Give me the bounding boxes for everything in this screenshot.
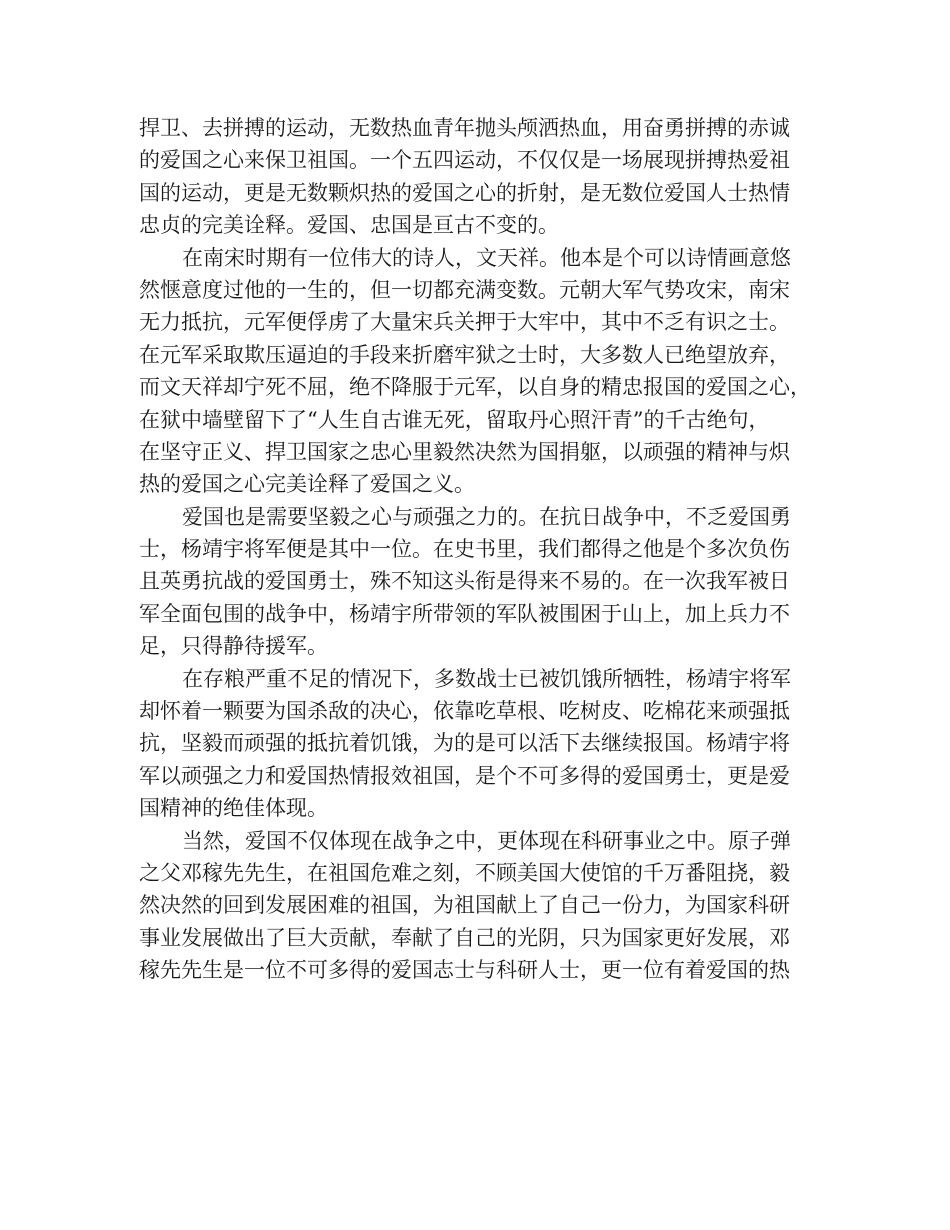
- text-line: 在元军采取欺压逼迫的手段来折磨牢狱之士时，大多数人已绝望放弃，: [139, 342, 790, 367]
- paragraph: [139, 242, 839, 501]
- text-line: 却怀着一颗要为国杀敌的决心，依靠吃草根、吃树皮、吃棉花来顽强抵: [139, 699, 790, 724]
- text-line: 的爱国之心来保卫祖国。一个五四运动，不仅仅是一场展现拼搏热爱祖: [139, 148, 790, 173]
- text-line: 军全面包围的战争中，杨靖宇所带领的军队被围困于山上，加上兵力不: [139, 601, 790, 626]
- text-line: 抗，坚毅而顽强的抵抗着饥饿，为的是可以活下去继续报国。杨靖宇将: [139, 731, 790, 756]
- paragraph: [139, 663, 839, 825]
- text-line: 爱国也是需要坚毅之心与顽强之力的。在抗日战争中，不乏爱国勇: [182, 504, 791, 529]
- text-line: 国精神的绝佳体现。: [139, 796, 328, 821]
- text-line: 在狱中墙壁留下了“人生自古谁无死，留取丹心照汗青”的千古绝句，: [139, 407, 770, 432]
- paragraph: [139, 825, 839, 987]
- text-line: 国的运动，更是无数颗炽热的爱国之心的折射，是无数位爱国人士热情: [139, 180, 790, 205]
- paragraph: [139, 112, 839, 242]
- text-line: 然惬意度过他的一生的，但一切都充满变数。元朝大军气势攻宋，南宋: [139, 277, 790, 302]
- text-line: 且英勇抗战的爱国勇士，殊不知这头衔是得来不易的。在一次我军被日: [139, 569, 790, 594]
- text-line: 然决然的回到发展困难的祖国，为祖国献上了自己一份力，为国家科研: [139, 893, 790, 918]
- text-line: 捍卫、去拼搏的运动，无数热血青年抛头颅洒热血，用奋勇拼搏的赤诚: [139, 116, 790, 140]
- text-line: 无力抵抗，元军便俘虏了大量宋兵关押于大牢中，其中不乏有识之士。: [139, 310, 790, 335]
- text-line: 军以顽强之力和爱国热情报效祖国，是个不可多得的爱国勇士，更是爱: [139, 763, 790, 788]
- text-line: 在南宋时期有一位伟大的诗人，文天祥。他本是个可以诗情画意悠: [182, 245, 791, 270]
- text-line: 足，只得静待援军。: [139, 634, 328, 659]
- text-line: 热的爱国之心完美诠释了爱国之义。: [139, 472, 475, 497]
- text-line: 稼先先生是一位不可多得的爱国志士与科研人士，更一位有着爱国的热: [139, 958, 790, 983]
- text-line: 在坚守正义、捍卫国家之忠心里毅然决然为国捐躯，以顽强的精神与炽: [139, 439, 790, 464]
- document-body: [139, 112, 839, 987]
- text-line: 当然，爱国不仅体现在战争之中，更体现在科研事业之中。原子弹: [182, 828, 791, 853]
- text-line: 而文天祥却宁死不屈，绝不降服于元军，以自身的精忠报国的爱国之心，: [139, 375, 811, 400]
- text-line: 士，杨靖宇将军便是其中一位。在史书里，我们都得之他是个多次负伤: [139, 537, 790, 562]
- text-line: 之父邓稼先先生，在祖国危难之刻，不顾美国大使馆的千万番阻挠，毅: [139, 860, 790, 885]
- paragraph: [139, 501, 839, 663]
- text-line: 在存粮严重不足的情况下，多数战士已被饥饿所牺牲，杨靖宇将军: [182, 666, 791, 691]
- text-line: 事业发展做出了巨大贡献，奉献了自己的光阴，只为国家更好发展，邓: [139, 925, 790, 950]
- text-line: 忠贞的完美诠释。爱国、忠国是亘古不变的。: [139, 213, 559, 238]
